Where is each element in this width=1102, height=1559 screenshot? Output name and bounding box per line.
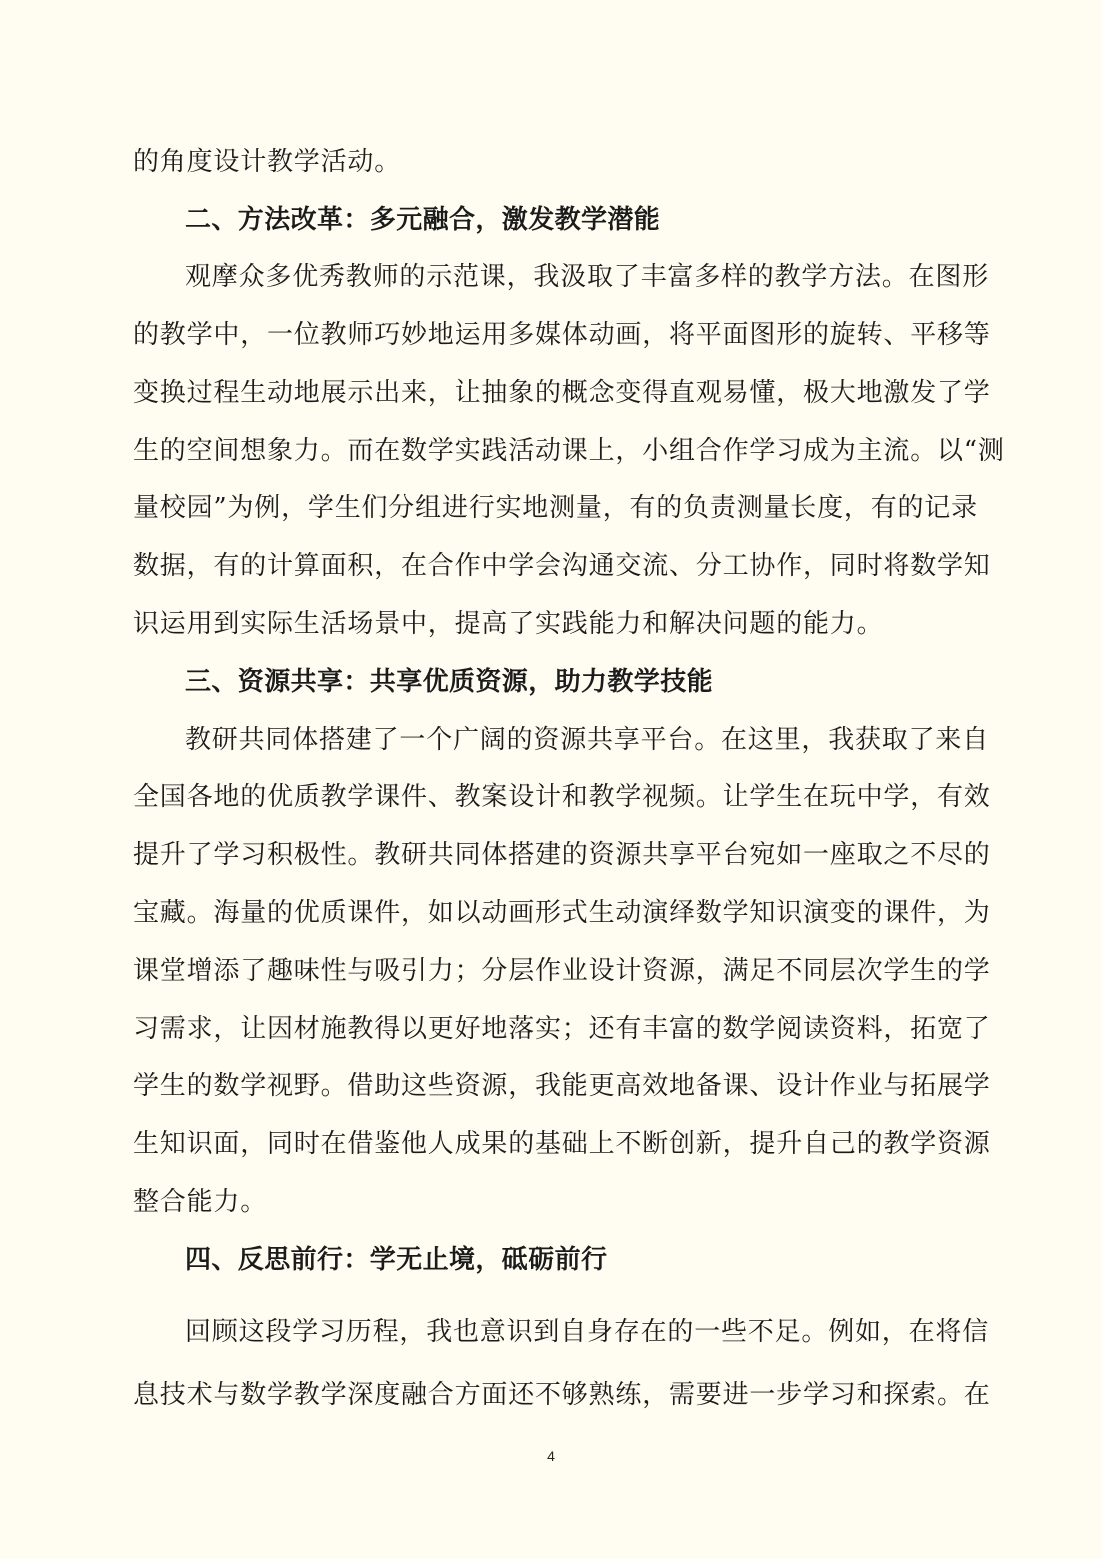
paragraph-line: 整合能力。 [133, 1187, 268, 1217]
paragraph-line: 回顾这段学习历程，我也意识到自身存在的一些不足。例如，在将信 [185, 1317, 990, 1347]
paragraph-line: 量校园”为例，学生们分组进行实地测量，有的负责测量长度，有的记录 [133, 493, 978, 523]
paragraph-line: 全国各地的优质教学课件、教案设计和教学视频。让学生在玩中学，有效 [133, 782, 991, 812]
paragraph-line: 变换过程生动地展示出来，让抽象的概念变得直观易懂，极大地激发了学 [133, 378, 991, 408]
section-heading-2: 二、方法改革：多元融合，激发教学潜能 [185, 205, 661, 235]
page-number: 4 [547, 1448, 555, 1464]
paragraph-line: 的角度设计教学活动。 [133, 147, 402, 177]
section-heading-4: 四、反思前行：学无止境，砥砺前行 [185, 1245, 608, 1275]
paragraph-line: 观摩众多优秀教师的示范课，我汲取了丰富多样的教学方法。在图形 [185, 262, 990, 292]
paragraph-line: 的教学中，一位教师巧妙地运用多媒体动画，将平面图形的旋转、平移等 [133, 320, 991, 350]
paragraph-line: 数据，有的计算面积，在合作中学会沟通交流、分工协作，同时将数学知 [133, 551, 991, 581]
paragraph-line: 教研共同体搭建了一个广阔的资源共享平台。在这里，我获取了来自 [185, 725, 990, 755]
paragraph-line: 生知识面，同时在借鉴他人成果的基础上不断创新，提升自己的教学资源 [133, 1129, 991, 1159]
paragraph-line: 生的空间想象力。而在数学实践活动课上，小组合作学习成为主流。以“测 [133, 436, 1005, 466]
paragraph-line: 宝藏。海量的优质课件，如以动画形式生动演绎数学知识演变的课件，为 [133, 898, 991, 928]
paragraph-line: 习需求，让因材施教得以更好地落实；还有丰富的数学阅读资料，拓宽了 [133, 1014, 991, 1044]
paragraph-line: 课堂增添了趣味性与吸引力；分层作业设计资源，满足不同层次学生的学 [133, 956, 991, 986]
paragraph-line: 学生的数学视野。借助这些资源，我能更高效地备课、设计作业与拓展学 [133, 1071, 991, 1101]
paragraph-line: 识运用到实际生活场景中，提高了实践能力和解决问题的能力。 [133, 609, 884, 639]
section-heading-3: 三、资源共享：共享优质资源，助力教学技能 [185, 667, 714, 697]
paragraph-line: 提升了学习积极性。教研共同体搭建的资源共享平台宛如一座取之不尽的 [133, 840, 991, 870]
paragraph-line: 息技术与数学教学深度融合方面还不够熟练，需要进一步学习和探索。在 [133, 1380, 991, 1410]
